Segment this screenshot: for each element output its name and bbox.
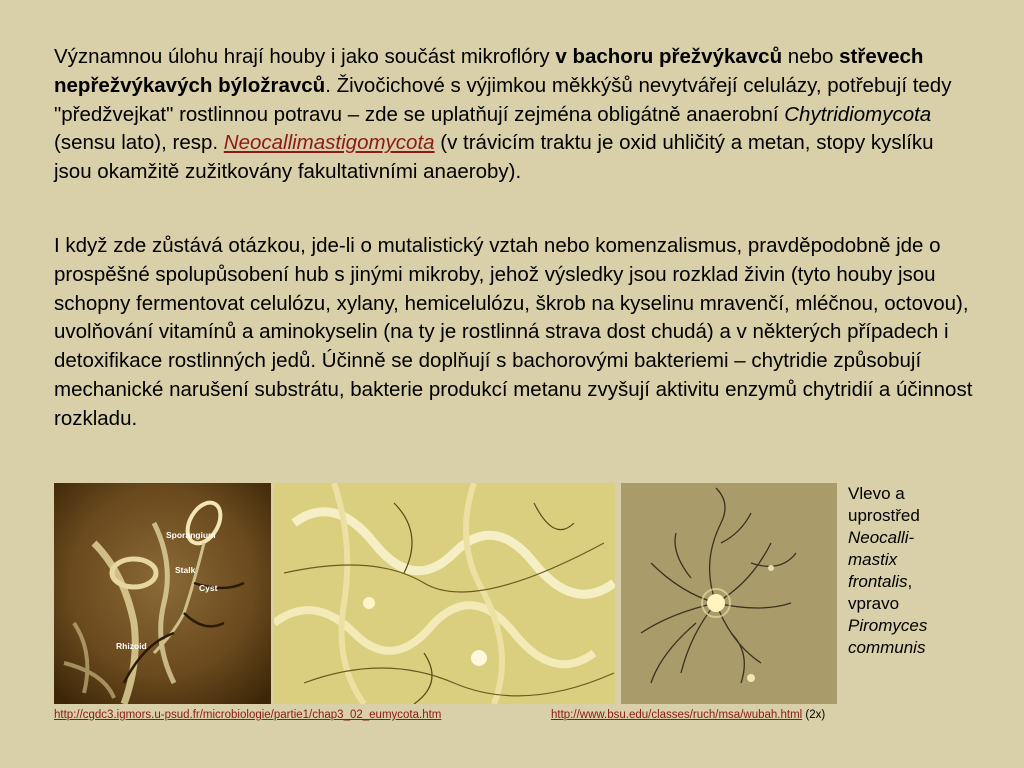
source-link-2[interactable]: http://www.bsu.edu/classes/ruch/msa/wubah.html	[551, 709, 803, 721]
bold-rumen: v bachoru přežvýkavců	[555, 45, 783, 68]
photo-caption	[848, 483, 968, 659]
micrograph-2	[274, 483, 615, 704]
text-run: . Živočichové s výjimkou měkkýšů nevytvářejí celulázy, potřebují tedy "předžvejkat" rostlinnou potravu – zde se uplatňují zejména obligátně anaerobní	[54, 73, 952, 126]
caption-line: Vlevo a	[848, 484, 905, 503]
caption-line: uprostřed	[848, 506, 920, 525]
label-sporangium: Sporangium	[166, 530, 216, 540]
italic-chytridiomycota: Chytridiomycota	[784, 102, 932, 126]
caption-species: communis	[848, 638, 926, 657]
text-run: Významnou úlohu hrají houby i jako součást mikroflóry	[54, 45, 556, 68]
neocallimastix-photo-labeled	[54, 483, 271, 704]
paragraph-mutualism: I když zde zůstává otázkou, jde-li o mutalistický vztah nebo komenzalismus, pravděpodobně jde o prospěšné spolupůsobení hub s jinými mikroby, jehož výsledky jsou rozklad živin (tyto houby jsou schopny fermentovat celulózu, xylany, hemicelulózu, škrob na kyselinu mravenčí, mléčnou, octovou), uvolňování vitamínů a aminokyselin (na ty je rostlinná strava dost chudá) a v některých případech i detoxifikace rostlinných jedů. Účinně se doplňují s bachorovými bakteriemi – chytridie způsobují mechanické narušení substrátu, bakterie produkcí metanu zvyšují aktivitu enzymů chytridií a účinnost rozkladu.	[54, 234, 973, 430]
source-2	[551, 708, 825, 722]
paragraph-rumen-fungi	[54, 43, 974, 187]
source-link-1[interactable]: http://cgdc3.igmors.u-psud.fr/microbiologie/partie1/chap3_02_eumycota.htm	[54, 709, 442, 721]
piromyces-photo	[621, 483, 837, 704]
bold-intestines: střevech nepřežvýkavých býložravců	[54, 45, 924, 97]
source-suffix: (2x)	[802, 709, 826, 721]
link-neocallimastigomycota[interactable]: Neocallimastigomycota	[223, 131, 435, 155]
micrograph-3	[621, 483, 837, 704]
text-run: nebo	[782, 45, 840, 68]
caption-species: Neocalli-	[848, 528, 915, 547]
caption-species: Piromyces	[848, 616, 928, 635]
label-rhizoid: Rhizoid	[116, 641, 147, 651]
caption-comma: ,	[907, 572, 913, 591]
caption-species: frontalis	[848, 572, 908, 591]
text-run: (sensu lato), resp.	[54, 131, 224, 155]
text-run: (v trávicím traktu je oxid uhličitý a metan, stopy kyslíku jsou okamžitě zužitkovány fakultativními anaeroby).	[54, 131, 934, 184]
label-cyst: Cyst	[199, 583, 218, 593]
source-1	[54, 708, 441, 722]
caption-line: vpravo	[848, 594, 900, 613]
micrograph-1	[54, 483, 271, 704]
neocallimastix-photo-hyphae	[274, 483, 615, 704]
caption-species: mastix	[848, 550, 898, 569]
label-stalk: Stalk	[175, 565, 196, 575]
